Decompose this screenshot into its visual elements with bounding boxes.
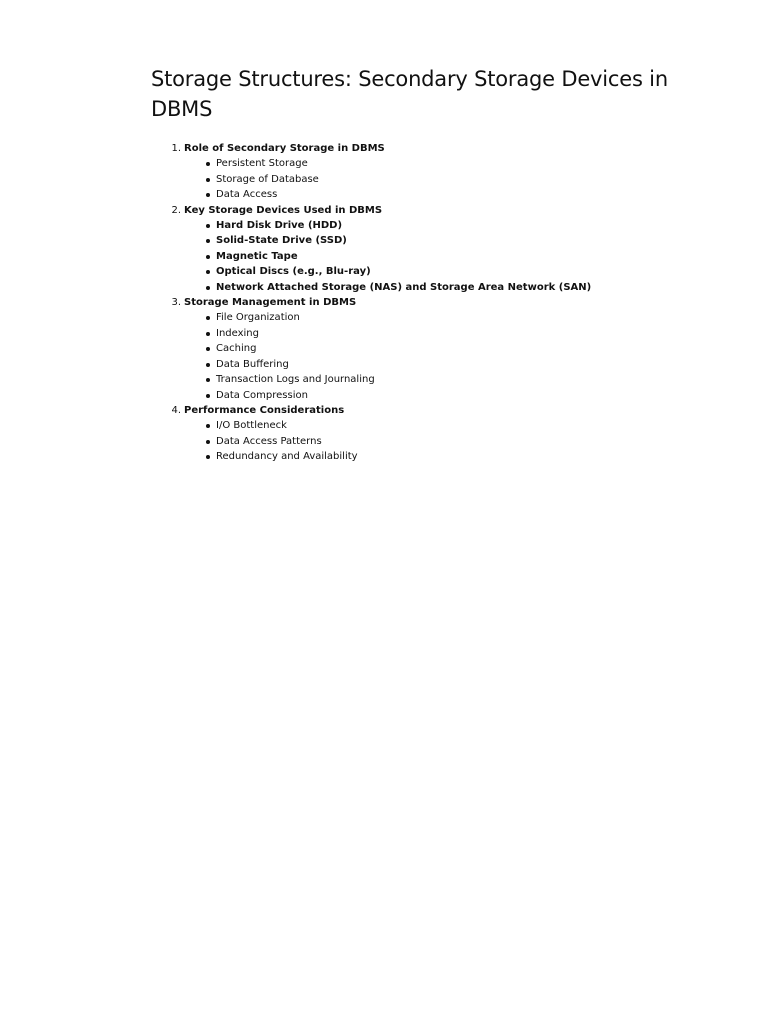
section-heading: Performance Considerations: [184, 404, 345, 416]
list-item: [184, 172, 711, 187]
bullet-icon: [206, 224, 210, 228]
section-number: 2.: [171, 204, 181, 216]
bullet-list: [184, 310, 711, 402]
list-item: [184, 449, 711, 464]
list-item: [184, 249, 711, 264]
document-page: [151, 64, 711, 465]
bullet-icon: [206, 178, 210, 182]
list-item: [184, 434, 711, 449]
list-item: [184, 280, 711, 295]
section-item: [151, 141, 711, 203]
list-item: [184, 357, 711, 372]
bullet-icon: [206, 316, 210, 320]
list-item-text: Optical Discs (e.g., Blu-ray): [216, 266, 371, 278]
bullet-icon: [206, 286, 210, 290]
bullet-icon: [206, 363, 210, 367]
section-heading: Role of Secondary Storage in DBMS: [184, 143, 385, 154]
section-number: 1.: [171, 143, 181, 154]
list-item-text: Persistent Storage: [216, 158, 308, 170]
list-item: [184, 418, 711, 433]
bullet-list: [184, 418, 711, 464]
list-item: [184, 156, 711, 171]
list-item-text: Caching: [216, 343, 257, 355]
list-item: [184, 341, 711, 356]
list-item-text: Indexing: [216, 327, 259, 339]
list-item-text: Data Access: [216, 189, 278, 201]
list-item-text: Redundancy and Availability: [216, 451, 358, 463]
bullet-icon: [206, 378, 210, 382]
list-item: [184, 310, 711, 325]
list-item: [184, 372, 711, 387]
section-item: [151, 295, 711, 403]
list-item-text: Network Attached Storage (NAS) and Storage Area Network (SAN): [216, 281, 592, 293]
list-item-text: Data Buffering: [216, 358, 289, 370]
list-item-text: I/O Bottleneck: [216, 420, 287, 432]
list-item: [184, 326, 711, 341]
list-item-text: Solid-State Drive (SSD): [216, 235, 347, 247]
bullet-icon: [206, 394, 210, 398]
list-item-text: Storage of Database: [216, 173, 319, 185]
section-list: [151, 141, 711, 465]
section-heading: Storage Management in DBMS: [184, 297, 357, 309]
section-number: 4.: [171, 404, 181, 416]
section-item: [151, 203, 711, 295]
list-item-text: Hard Disk Drive (HDD): [216, 220, 343, 232]
list-item-text: Data Compression: [216, 389, 308, 401]
bullet-icon: [206, 424, 210, 428]
bullet-icon: [206, 347, 210, 351]
list-item: [184, 388, 711, 403]
bullet-icon: [206, 455, 210, 459]
bullet-icon: [206, 332, 210, 336]
list-item: [184, 233, 711, 248]
list-item-text: Magnetic Tape: [216, 250, 298, 262]
bullet-icon: [206, 162, 210, 166]
bullet-icon: [206, 193, 210, 197]
bullet-list: [184, 218, 711, 295]
list-item: [184, 187, 711, 202]
bullet-icon: [206, 440, 210, 444]
list-item-text: File Organization: [216, 312, 300, 324]
section-item: [151, 403, 711, 465]
list-item-text: Data Access Patterns: [216, 435, 322, 447]
bullet-icon: [206, 239, 210, 243]
list-item: [184, 218, 711, 233]
section-heading: Key Storage Devices Used in DBMS: [184, 204, 383, 216]
bullet-list: [184, 156, 711, 202]
bullet-icon: [206, 270, 210, 274]
list-item: [184, 264, 711, 279]
section-number: 3.: [171, 297, 181, 309]
list-item-text: Transaction Logs and Journaling: [216, 374, 375, 386]
document-title: Storage Structures: Secondary Storage Devices in DBMS: [151, 67, 668, 121]
bullet-icon: [206, 255, 210, 259]
